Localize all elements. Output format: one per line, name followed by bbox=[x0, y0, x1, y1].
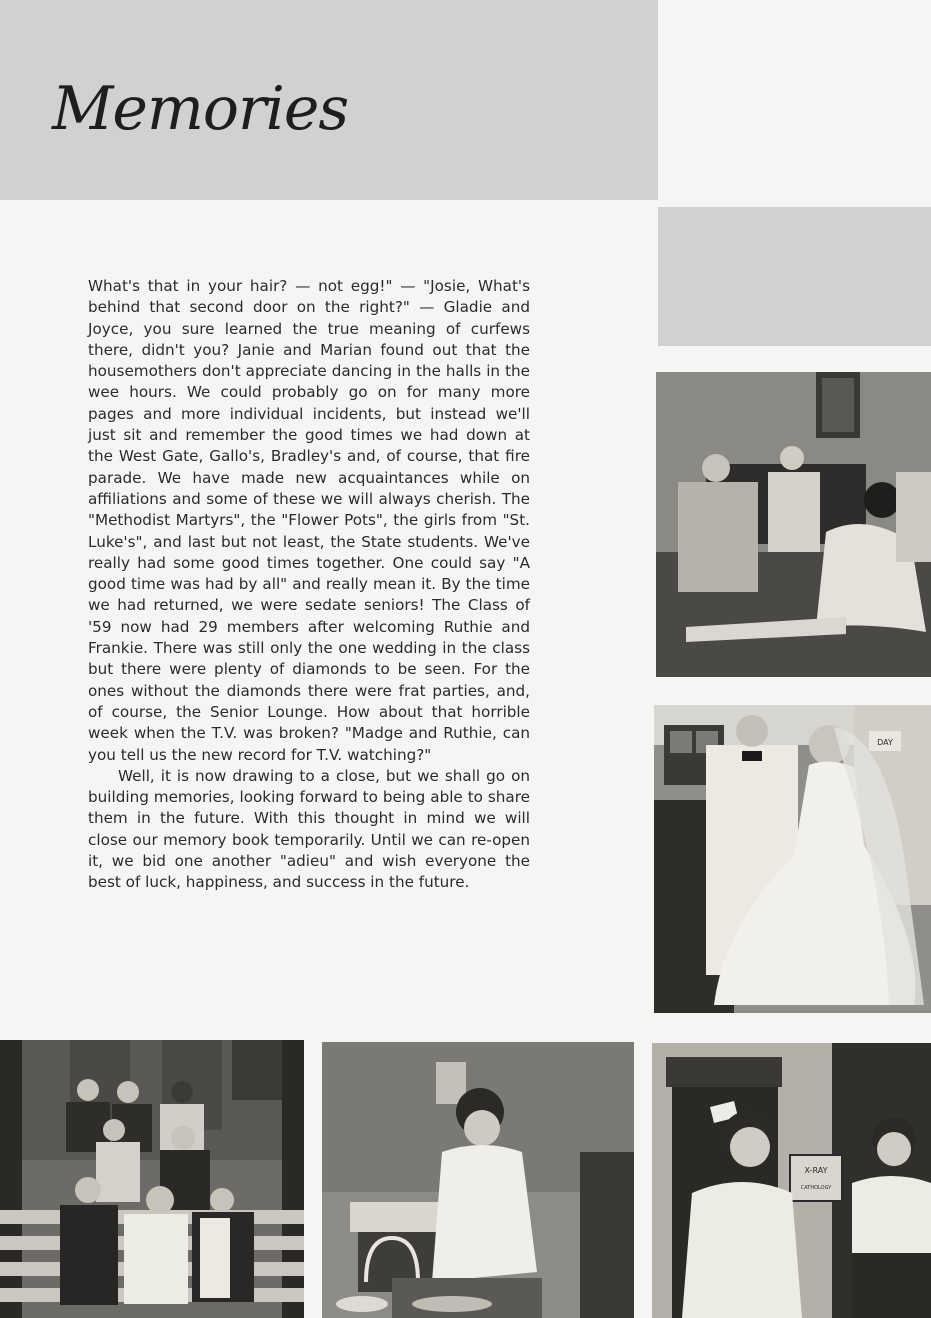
paragraph-1: What's that in your hair? — not egg!" — "Josie, What's behind that second door on the right?" — Gladie and Joyce, you sure learned the true meaning of curfews there, didn't you? Janie and Marian found out that the housemothers don't appreciate dancing in the halls in the wee hours. We could probably go on for many more pages and more individual incidents, but instead we'll just sit and remember the good times we had down at the West Gate, Gallo's, Bradley's and, of course, that fire parade. We have made new acquaintances while on affiliations and some of these we will always cherish. The "Methodist Martyrs", the "Flower Pots", the girls from "St. Luke's", and last but not least, the State students. We've really had some good times together. One could say "A good time was had by all" and really mean it. By the time we had returned, we were sedate seniors! The Class of '59 now had 29 members after welcoming Ruthie and Frankie. There was still only the one wedding in the class but there were plenty of diamonds to be seen. For the ones without the diamonds there were frat parties, and, of course, the Senior Lounge. How about that horrible week when the T.V. was broken? "Madge and Ruthie, can you tell us the new record for T.V. watching?" bbox=[88, 277, 530, 764]
article-text bbox=[88, 276, 530, 894]
nurse-tray-photo bbox=[322, 1042, 634, 1318]
right-gray-band bbox=[658, 207, 931, 346]
title-band bbox=[0, 0, 658, 200]
lounge-photo bbox=[656, 372, 931, 677]
page-title: Memories bbox=[52, 74, 349, 144]
group-steps-photo bbox=[0, 1040, 304, 1318]
paragraph-2: Well, it is now drawing to a close, but we shall go on building memories, looking forward to being able to share them in the future. With this thought in mind we will close our memory book temporarily. Until we can re-open it, we bid one another "adieu" and wish everyone the best of luck, happiness, and success in the future. bbox=[88, 766, 530, 892]
wedding-photo bbox=[654, 705, 931, 1013]
xray-sign-text: X-RAY bbox=[804, 1166, 828, 1175]
wedding-sign-text: DAY bbox=[877, 738, 893, 747]
xray-nurses-photo bbox=[652, 1043, 931, 1318]
xray-sign-subtext: CATHOLOGY bbox=[800, 1185, 832, 1191]
